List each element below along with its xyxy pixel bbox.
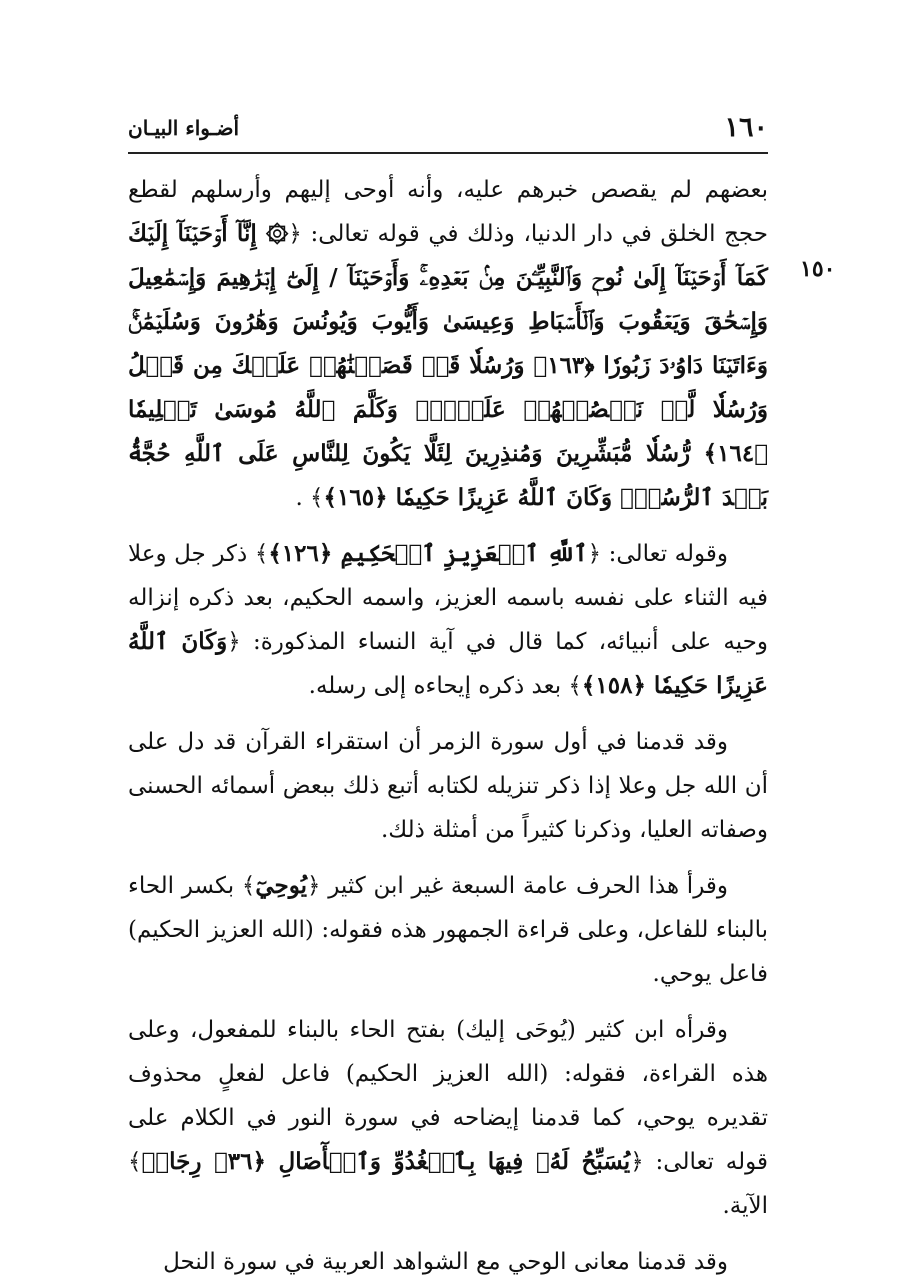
paragraph-2-part-a: وقوله تعالى: ﴿ (587, 541, 728, 567)
paragraph-2-part-b: ﴾ ذكر جل وعلا فيه الثناء على نفسه باسمه العزيز، واسمه الحكيم، بعد ذكره إنزاله وحيه على أنبيائه، كما قال في آية النساء المذكورة: ﴿ (128, 541, 768, 655)
paragraph-1 (128, 168, 768, 520)
quran-verse-inline-2: وَكَانَ ٱللَّهُ عَزِيزًا حَكِيمٗا ﴿١٥٨﴾ (128, 628, 768, 699)
page-number: ١٦٠ (724, 112, 768, 143)
paragraph-4 (128, 864, 768, 996)
paragraph-6: وقد قدمنا معانى الوحي مع الشواهد العربية في سورة النحل (163, 1249, 728, 1275)
paragraph-3: وقد قدمنا في أول سورة الزمر أن استقراء القرآن قد دل على أن الله جل وعلا إذا ذكر تنزيله لكتابه أتبع ذلك ببعض أسمائه الحسنى وصفاته العليا، وذكرنا كثيراً من أمثلة ذلك. (128, 729, 768, 843)
paragraph-4-part-b: ﴾ بكسر الحاء بالبناء للفاعل، وعلى قراءة الجمهور هذه فقوله: (الله العزيز الحكيم) فاعل يوحي. (128, 873, 768, 987)
paragraph-1-outro: ﴾ . (295, 485, 324, 511)
page-header (128, 112, 768, 150)
paragraph-2 (128, 532, 768, 708)
paragraph-1-intro: بعضهم لم يقصص خبرهم عليه، وأنه أوحى إليهم وأرسلهم لقطع حجج الخلق في دار الدنيا، وذلك في قوله تعالى: ﴿ (128, 177, 768, 247)
page-body (128, 168, 768, 1284)
paragraph-5-part-b: ﴾ الآية. (128, 1149, 768, 1219)
paragraph-5 (128, 1008, 768, 1228)
margin-page-reference: ١٥٠ (800, 256, 836, 282)
running-title: أضـواء البيـان (128, 116, 240, 140)
header-rule (128, 152, 768, 154)
quran-verse-inline-1: ٱللَّهِ ٱلۡعَزِيزِ ٱلۡحَكِيمِ ﴿١٢٦﴾ (268, 540, 588, 567)
paragraph-4-part-a: وقرأ هذا الحرف عامة السبعة غير ابن كثير ﴿ (306, 873, 728, 899)
paragraph-5-part-a: وقرأه ابن كثير (يُوحَى إليك) بفتح الحاء بالبناء للمفعول، وعلى هذه القراءة، فقوله: (الله العزيز الحكيم) فاعل لفعلٍ محذوف تقديره يوحي، كما قدمنا إيضاحه في سورة النور في الكلام على قوله تعالى: ﴿ (128, 1017, 769, 1175)
quran-word-yuhi: يُوحِيٓ (255, 872, 307, 899)
quran-verse-block: ۞ إِنَّآ أَوۡحَيۡنَآ إِلَيۡكَ كَمَآ أَوۡحَيۡنَآ إِلَىٰ نُوحٖ وَٱلنَّبِيِّـۧنَ مِنۢ بَعۡدِهِۦۚ وَأَوۡحَيۡنَآ / إِلَىٰٓ إِبۡرَٰهِيمَ وَإِسۡمَٰعِيلَ وَإِسۡحَٰقَ وَيَعۡقُوبَ وَٱلۡأَسۡبَاطِ وَعِيسَىٰ وَأَيُّوبَ وَيُونُسَ وَهَٰرُونَ وَسُلَيۡمَٰنَۚ وَءَاتَيۡنَا دَاوُۥدَ زَبُورٗا ﴿١٦٣﴾ وَرُسُلٗا قَدۡ قَصَصۡنَٰهُمۡ عَلَيۡكَ مِن قَبۡلُ وَرُسُلٗا لَّمۡ نَقۡصُصۡهُمۡ عَلَيۡكَۚ وَكَلَّمَ ٱللَّهُ مُوسَىٰ تَكۡلِيمٗا ﴿١٦٤﴾ رُّسُلٗا مُّبَشِّرِينَ وَمُنذِرِينَ لِئَلَّا يَكُونَ لِلنَّاسِ عَلَى ٱللَّهِ حُجَّةُۢ بَعۡدَ ٱلرُّسُلِۚ وَكَانَ ٱللَّهُ عَزِيزًا حَكِيمٗا ﴿١٦٥﴾ (128, 220, 768, 511)
quran-verse-inline-3: يُسَبِّحُ لَهُۥ فِيهَا بِٱلۡغُدُوِّ وَٱلۡأٓصَالِ ﴿٣٦﴾ رِجَالٞ (141, 1148, 631, 1175)
paragraph-2-part-c: ﴾ بعد ذكره إيحاءه إلى رسله. (308, 673, 582, 699)
